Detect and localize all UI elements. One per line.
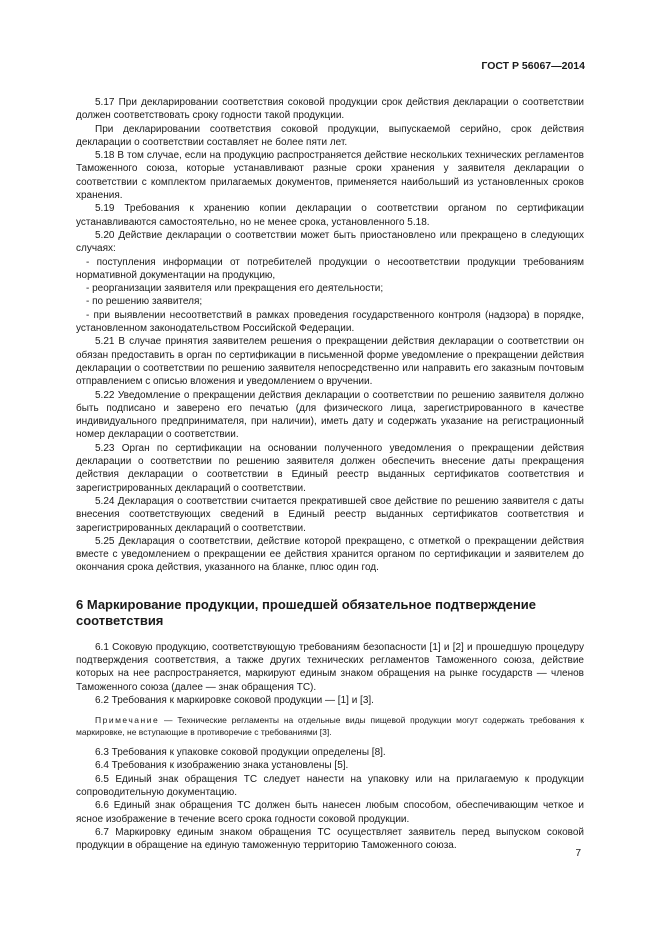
standard-designation: ГОСТ Р 56067—2014 xyxy=(481,60,585,72)
paragraph-5-22: 5.22 Уведомление о прекращении действия декларации о соответствии по решению заявителя должно быть подписано и заверено его печатью (для физического лица, зарегистрированного в качестве индивидуального предпринимателя, при наличии), иметь дату и содержать указание на регистрационный номер декларации о соответствии. xyxy=(76,389,584,441)
paragraph-5-18: 5.18 В том случае, если на продукцию распространяется действие нескольких технических регламентов Таможенного союза, которые устанавливают разные сроки хранения у заявителя декларации о соответствии с комплектом прилагаемых документов, применяется наибольший из установленных сроков хранения. xyxy=(76,150,584,202)
page-number: 7 xyxy=(575,848,581,859)
paragraph-5-24: 5.24 Декларация о соответствии считается прекратившей свое действие по решению заявителя с даты внесения соответствующих сведений в Единый реестр выданных сертификатов соответствия и зарегистрированных деклараций о соответствии. xyxy=(76,495,584,534)
paragraph-6-2: 6.2 Требования к маркировке соковой продукции — [1] и [3]. xyxy=(95,694,374,706)
paragraph-5-19: 5.19 Требования к хранению копии декларации о соответствии органом по сертификации устанавливаются самостоятельно, но не менее срока, установленного 5.18. xyxy=(76,203,584,228)
paragraph-5-25: 5.25 Декларация о соответствии, действие которой прекращено, с отметкой о прекращении действия вместе с уведомлением о прекращении ее действия хранится органом по сертификации и заявителем до окончания срока действия, указанного на бланке, плюс один год. xyxy=(76,535,584,574)
list-item: - реорганизации заявителя или прекращения его деятельности; xyxy=(86,283,384,295)
paragraph-5-21: 5.21 В случае принятия заявителем решения о прекращении действия декларации о соответствии он обязан предоставить в орган по сертификации в письменной форме уведомление о прекращении действия декларации о соответствии по решению заявителя непосредственно или направить его заказным почтовым отправлением с описью вложения и уведомлением о вручении. xyxy=(76,336,584,388)
list-item: - поступления информации от потребителей продукции о несоответствии продукции требованиям нормативной документации на продукцию, xyxy=(76,256,584,281)
section-6-heading: 6 Маркирование продукции, прошедшей обязательное подтверждение соответствия xyxy=(76,596,536,628)
paragraph-5-17: 5.17 При декларировании соответствия соковой продукции срок действия декларации о соответствии должен соответствовать сроку годности такой продукции. xyxy=(76,97,584,122)
paragraph-6-7: 6.7 Маркировку единым знаком обращения ТС осуществляет заявитель перед выпуском соковой продукции в обращение на единую таможенную территорию Таможенного союза. xyxy=(76,826,584,852)
note-label: Примечание xyxy=(95,715,160,726)
paragraph-6-3: 6.3 Требования к упаковке соковой продукции определены [8]. xyxy=(95,747,386,759)
list-item: - при выявлении несоответствий в рамках проведения государственного контроля (надзора) в порядке, установленном законодательством Российской Федерации. xyxy=(76,309,584,335)
paragraph-6-6: 6.6 Единый знак обращения ТС должен быть нанесен любым способом, обеспечивающим четкое и ясное изображение в течение всего срока годности соковой продукции. xyxy=(76,800,584,825)
paragraph-6-5: 6.5 Единый знак обращения ТС следует нанести на упаковку или на прилагаемую к продукции сопроводительную документацию. xyxy=(76,773,584,799)
note xyxy=(76,715,584,738)
paragraph-5-17-cont: При декларировании соответствия соковой продукции, выпускаемой серийно, срок действия декларации о соответствии составляет не более пяти лет. xyxy=(76,123,584,148)
paragraph-5-23: 5.23 Орган по сертификации на основании полученного уведомления о прекращении действия декларации о соответствии по решению заявителя должен обеспечить внесение даты прекращения действия декларации о соответствии в Единый реестр выданных сертификатов соответствия и зарегистрированных деклараций о соответствии. xyxy=(76,442,584,494)
paragraph-5-20: 5.20 Действие декларации о соответствии может быть приостановлено или прекращено в следующих случаях: xyxy=(76,229,584,255)
note-text: — Технические регламенты на отдельные виды пищевой продукции могут содержать требования к маркировке, не вступающие в противоречие с требованиями [3]. xyxy=(76,715,584,737)
document-body xyxy=(76,96,584,853)
paragraph-6-4: 6.4 Требования к изображению знака установлены [5]. xyxy=(95,760,349,772)
list-item: - по решению заявителя; xyxy=(86,296,203,308)
paragraph-6-1: 6.1 Соковую продукцию, соответствующую требованиям безопасности [1] и [2] и прошедшую процедуру подтверждения соответствия, а также других технических регламентов Таможенного союза, действие которых на нее распространяется, маркируют единым знаком обращения на рынке государств — членов Таможенного союза (далее — знак обращения ТС). xyxy=(76,641,584,693)
